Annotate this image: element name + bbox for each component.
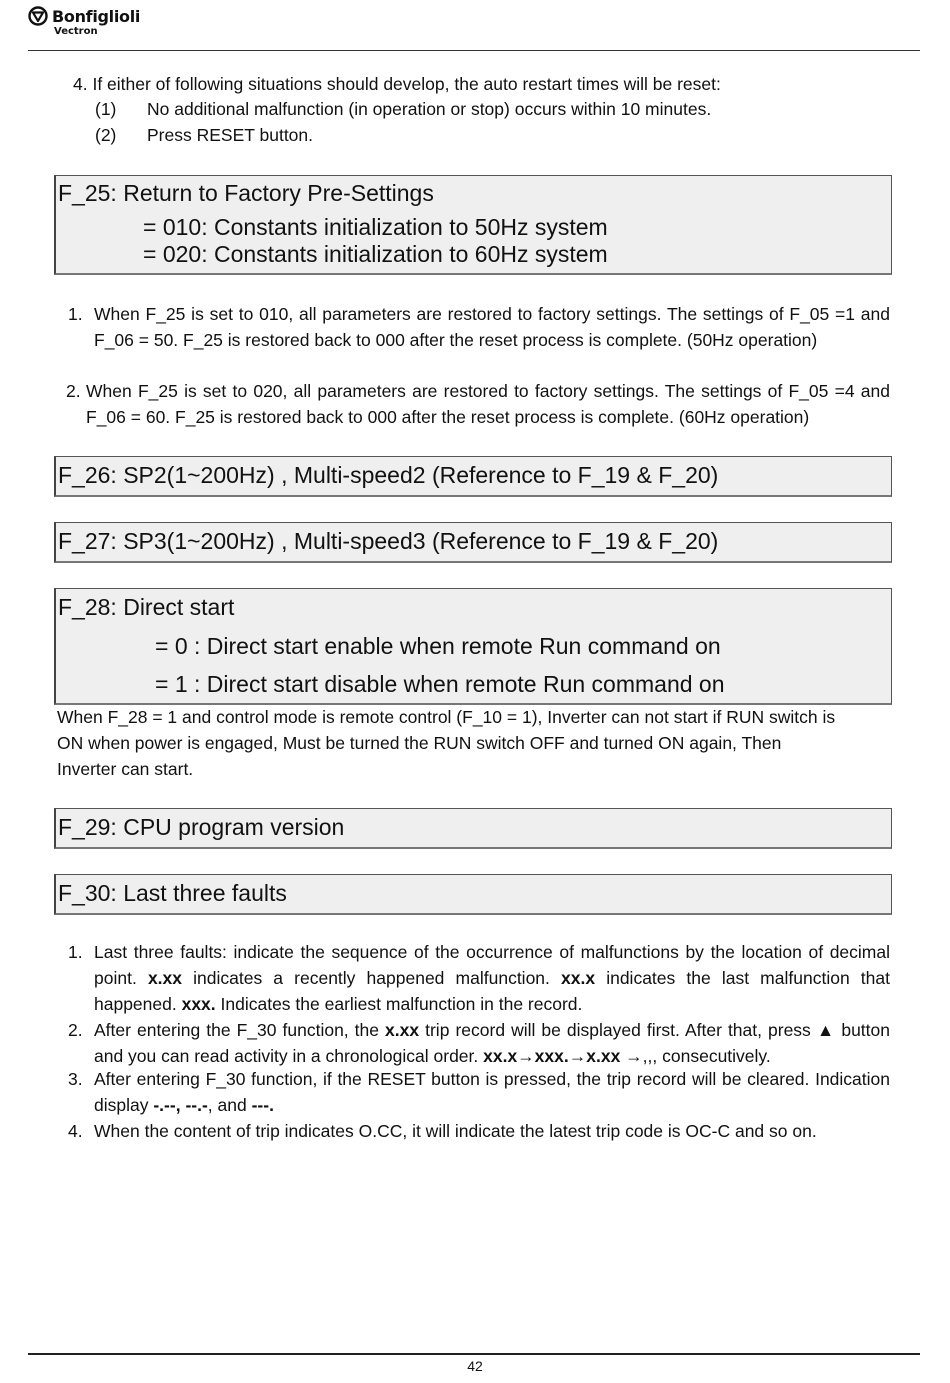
list-item xyxy=(66,378,890,430)
page-number: 42 xyxy=(467,1358,483,1374)
param-box-f28 xyxy=(54,588,892,705)
display-code: xx.x→xxx.→x.xx xyxy=(483,1046,621,1066)
display-code: xx.x xyxy=(561,968,596,988)
list-item xyxy=(68,301,890,379)
list-item xyxy=(68,939,890,1017)
intro-sub-num: (1) xyxy=(95,99,117,119)
param-box-f26 xyxy=(54,456,892,497)
list-number: 2. xyxy=(66,381,81,401)
param-title: F_25: Return to Factory Pre-Settings xyxy=(58,180,434,206)
list-number: 1. xyxy=(68,304,83,324)
bonfiglioli-logo-icon xyxy=(28,6,48,26)
param-title: F_28: Direct start xyxy=(58,594,235,620)
param-option: = 010: Constants initialization to 50Hz system xyxy=(143,214,608,240)
param-box-f29 xyxy=(54,808,892,849)
display-code: x.xx xyxy=(385,1020,420,1040)
intro-item-4: 4. If either of following situations should develop, the auto restart times will be reset: xyxy=(73,74,721,94)
list-text xyxy=(94,1066,890,1118)
text-run: trip record will be displayed first. After that, press ▲ button and you can read activity in a chronological order. xyxy=(94,1020,890,1066)
param-option: = 1 : Direct start disable when remote Run command on xyxy=(155,671,725,697)
intro-sub-text: No additional malfunction (in operation or stop) occurs within 10 minutes. xyxy=(147,99,712,119)
param-title: F_30: Last three faults xyxy=(58,880,287,906)
text-run: indicates the last malfunction that happened. xyxy=(94,968,890,1014)
list-text: When F_25 is set to 020, all parameters are restored to factory settings. The settings of F_05 =4 and F_06 = 60. F_25 is restored back to 000 after the reset process is complete. (60Hz operation) xyxy=(86,381,890,427)
f28-note-line: When F_28 = 1 and control mode is remote control (F_10 = 1), Inverter can not start if RUN switch is xyxy=(57,707,836,727)
param-option: = 020: Constants initialization to 60Hz system xyxy=(143,241,608,267)
list-text xyxy=(94,1118,890,1144)
footer-divider xyxy=(28,1353,920,1355)
list-number: 2. xyxy=(68,1020,83,1040)
list-text xyxy=(94,1017,890,1069)
text-run: After entering F_30 function, if the RESET button is pressed, the trip record will be cleared. Indication display xyxy=(94,1069,890,1115)
f28-note-line: ON when power is engaged, Must be turned the RUN switch OFF and turned ON again, Then xyxy=(57,733,782,753)
param-box-f25 xyxy=(54,175,892,275)
text-run: indicates a recently happened malfunction. xyxy=(182,968,562,988)
list-number: 1. xyxy=(68,942,83,962)
intro-sub-text: Press RESET button. xyxy=(147,125,314,145)
param-title: F_26: SP2(1~200Hz) , Multi-speed2 (Reference to F_19 & F_20) xyxy=(58,462,719,488)
header-divider xyxy=(28,50,920,51)
list-item xyxy=(68,1118,890,1144)
list-item xyxy=(68,1017,890,1069)
text-run: →,,, consecutively. xyxy=(620,1046,771,1066)
brand-logo xyxy=(28,6,140,37)
text-run: Last three faults: indicate the sequence of the occurrence of malfunctions by the location of decimal point. xyxy=(94,942,890,988)
display-code: xxx. xyxy=(181,994,216,1014)
text-run: When the content of trip indicates O.CC, it will indicate the latest trip code is OC-C and so on. xyxy=(94,1121,817,1141)
intro-sub-num: (2) xyxy=(95,125,117,145)
list-item xyxy=(68,1066,890,1118)
param-option: = 0 : Direct start enable when remote Run command on xyxy=(155,633,721,659)
display-code: ---. xyxy=(251,1095,274,1115)
param-box-f30 xyxy=(54,874,892,915)
param-title: F_27: SP3(1~200Hz) , Multi-speed3 (Reference to F_19 & F_20) xyxy=(58,528,719,554)
text-run: After entering the F_30 function, the xyxy=(94,1020,386,1040)
list-number: 3. xyxy=(68,1069,83,1089)
param-title: F_29: CPU program version xyxy=(58,814,345,840)
list-text: When F_25 is set to 010, all parameters are restored to factory settings. The settings of F_05 =1 and F_06 = 50. F_25 is restored back to 000 after the reset process is complete. (50Hz operation) xyxy=(94,304,890,350)
text-run: , and xyxy=(207,1095,252,1115)
brand-subname: Vectron xyxy=(54,26,98,37)
display-code: -.--, xyxy=(153,1095,181,1115)
list-number: 4. xyxy=(68,1121,83,1141)
f28-note-line: Inverter can start. xyxy=(57,759,194,779)
brand-name: Bonfiglioli xyxy=(52,6,141,26)
display-code: x.xx xyxy=(147,968,182,988)
display-code: --.- xyxy=(185,1095,208,1115)
list-text xyxy=(94,939,890,1017)
text-run: Indicates the earliest malfunction in the record. xyxy=(215,994,583,1014)
param-box-f27 xyxy=(54,522,892,563)
